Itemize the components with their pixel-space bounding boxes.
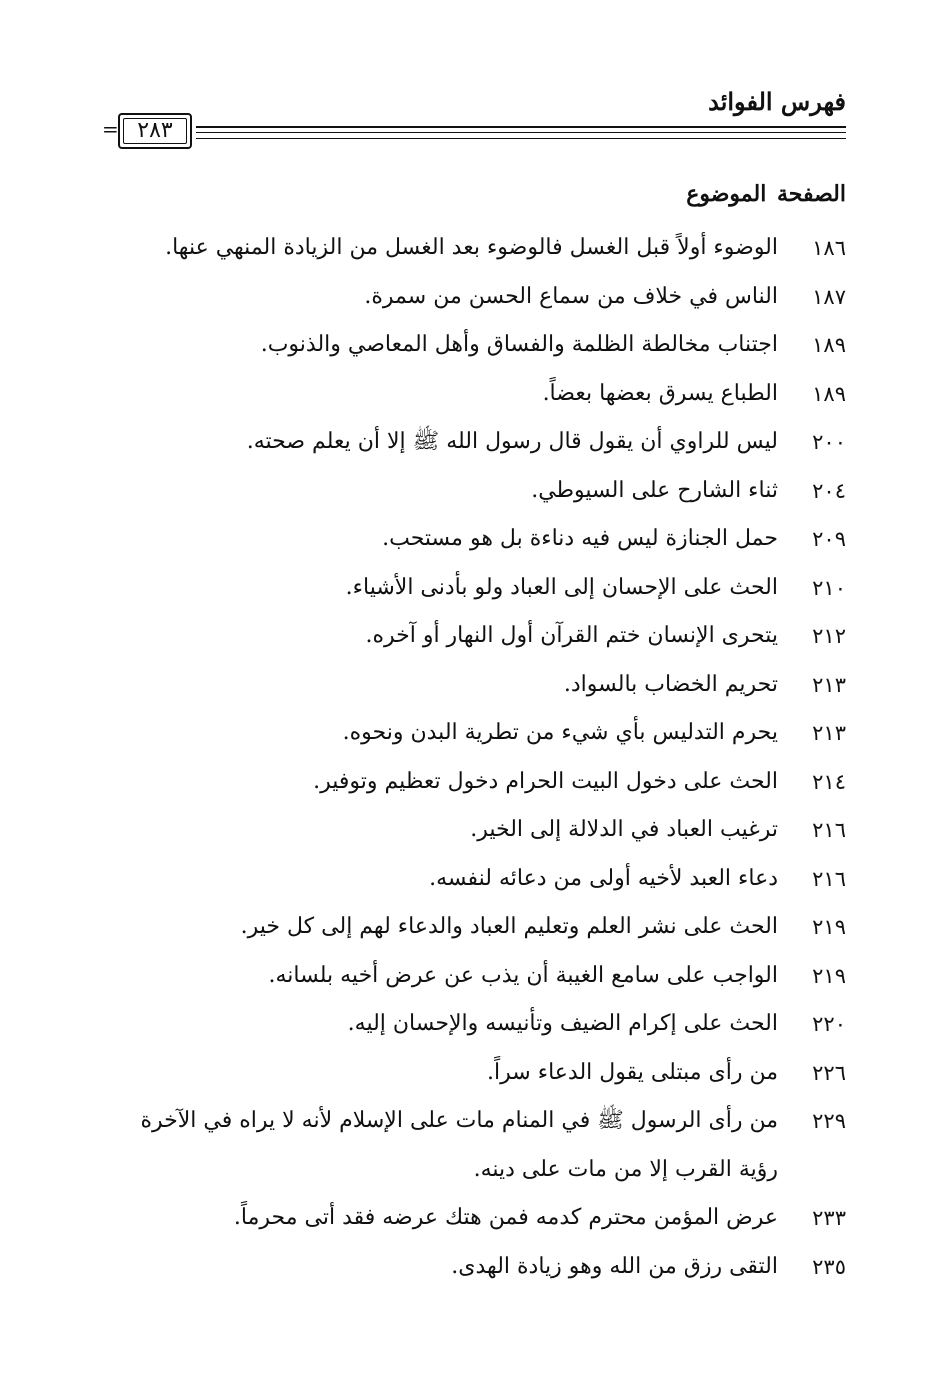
toc-page-number: ٢٠٤ <box>812 478 846 503</box>
toc-entry <box>102 903 846 952</box>
toc-page-number: ٢١٦ <box>812 818 846 842</box>
toc-entry <box>102 952 846 1001</box>
toc-topic: عرض المؤمن محترم كدمه فمن هتك عرضه فقد أتى محرماً. <box>233 1205 778 1230</box>
toc-entry <box>102 1000 846 1049</box>
toc-topic: الحث على دخول البيت الحرام دخول تعظيم وتوفير. <box>313 768 778 794</box>
toc-page-number: ٢١٣ <box>812 721 846 745</box>
toc-entry <box>102 855 846 904</box>
toc-topic: من رأى الرسول ﷺ في المنام مات على الإسلام لأنه لا يراه في الآخرة رؤية القرب إلا من مات على دينه. <box>140 1108 778 1182</box>
page-number: ٢٨٣ <box>118 113 192 149</box>
toc-topic: من رأى مبتلى يقول الدعاء سراً. <box>487 1059 778 1085</box>
toc-entry <box>102 1049 846 1098</box>
toc-entry <box>102 273 846 322</box>
toc-page-number: ١٨٩ <box>812 381 846 406</box>
toc-topic: ثناء الشارح على السيوطي. <box>531 477 778 503</box>
toc-topic: يحرم التدليس بأي شيء من تطرية البدن ونحوه. <box>342 720 778 745</box>
toc-topic: التقى رزق من الله وهو زيادة الهدى. <box>451 1253 778 1279</box>
toc-page-number: ٢٢٩ <box>812 1109 846 1133</box>
toc-page-number: ٢٠٠ <box>812 430 846 454</box>
toc-page-number: ٢١٠ <box>812 575 846 600</box>
toc-topic: حمل الجنازة ليس فيه دناءة بل هو مستحب. <box>382 526 778 551</box>
toc-entry <box>102 1097 846 1194</box>
column-header-page: الصفحة <box>776 181 846 207</box>
toc-page-number: ٢١٩ <box>812 915 846 939</box>
toc-page-number: ٢١٢ <box>812 624 846 648</box>
toc-topic: الحث على الإحسان إلى العباد ولو بأدنى الأشياء. <box>345 574 778 600</box>
toc-page-number: ٢٠٩ <box>812 527 846 551</box>
toc-page-number: ٢١٦ <box>812 866 846 891</box>
toc-topic: تحريم الخضاب بالسواد. <box>563 671 778 697</box>
toc-topic: اجتناب مخالطة الظلمة والفساق وأهل المعاصي والذنوب. <box>260 332 778 357</box>
toc-topic: يتحرى الإنسان ختم القرآن أول النهار أو آخره. <box>365 623 778 648</box>
toc-topic: الحث على إكرام الضيف وتأنيسه والإحسان إليه. <box>347 1011 778 1036</box>
toc-entry <box>102 661 846 710</box>
toc-entry <box>102 515 846 564</box>
running-title: فهرس الفوائد <box>708 87 846 116</box>
toc-page-number: ٢١٤ <box>812 769 846 794</box>
toc-topic: ليس للراوي أن يقول قال رسول الله ﷺ إلا أن يعلم صحته. <box>246 429 778 454</box>
toc-entry <box>102 224 846 273</box>
page-number-side-mark: = <box>102 117 119 141</box>
toc-topic: الواجب على سامع الغيبة أن يذب عن عرض أخيه بلسانه. <box>268 962 778 988</box>
toc-page-number: ٢٢٠ <box>812 1012 846 1036</box>
toc-entry <box>102 564 846 613</box>
toc-topic: الحث على نشر العلم وتعليم العباد والدعاء لهم إلى كل خير. <box>240 914 778 939</box>
toc-page-number: ٢٣٣ <box>812 1206 846 1230</box>
toc-page-number: ١٨٩ <box>812 333 846 357</box>
header-rule <box>196 138 846 139</box>
toc-topic: الناس في خلاف من سماع الحسن من سمرة. <box>364 283 778 309</box>
toc-page-number: ٢١٣ <box>812 672 846 697</box>
toc-page-number: ١٨٦ <box>812 236 846 260</box>
toc-page-number: ٢٢٦ <box>812 1060 846 1085</box>
toc-entry <box>102 370 846 419</box>
toc-page-number: ٢٣٥ <box>812 1254 846 1279</box>
header-rule <box>196 132 846 133</box>
toc-entry <box>102 321 846 370</box>
toc-topic: الوضوء أولاً قبل الغسل فالوضوء بعد الغسل من الزيادة المنهي عنها. <box>165 235 778 260</box>
toc-page-number: ٢١٩ <box>812 963 846 988</box>
header-rule <box>196 126 846 128</box>
toc-column-headers <box>686 176 846 212</box>
toc-entry <box>102 758 846 807</box>
toc-entry <box>102 806 846 855</box>
toc-entry <box>102 1243 846 1292</box>
toc-entry <box>102 467 846 516</box>
toc-topic: الطباع يسرق بعضها بعضاً. <box>542 380 778 406</box>
toc-entry <box>102 612 846 661</box>
toc-entry <box>102 1194 846 1243</box>
toc-topic: ترغيب العباد في الدلالة إلى الخير. <box>470 817 778 842</box>
toc-entry <box>102 418 846 467</box>
toc-page-number: ١٨٧ <box>812 284 846 309</box>
column-header-topic: الموضوع <box>686 181 767 207</box>
toc-entry <box>102 709 846 758</box>
toc-topic: دعاء العبد لأخيه أولى من دعائه لنفسه. <box>429 865 778 891</box>
toc-list <box>102 224 846 1291</box>
